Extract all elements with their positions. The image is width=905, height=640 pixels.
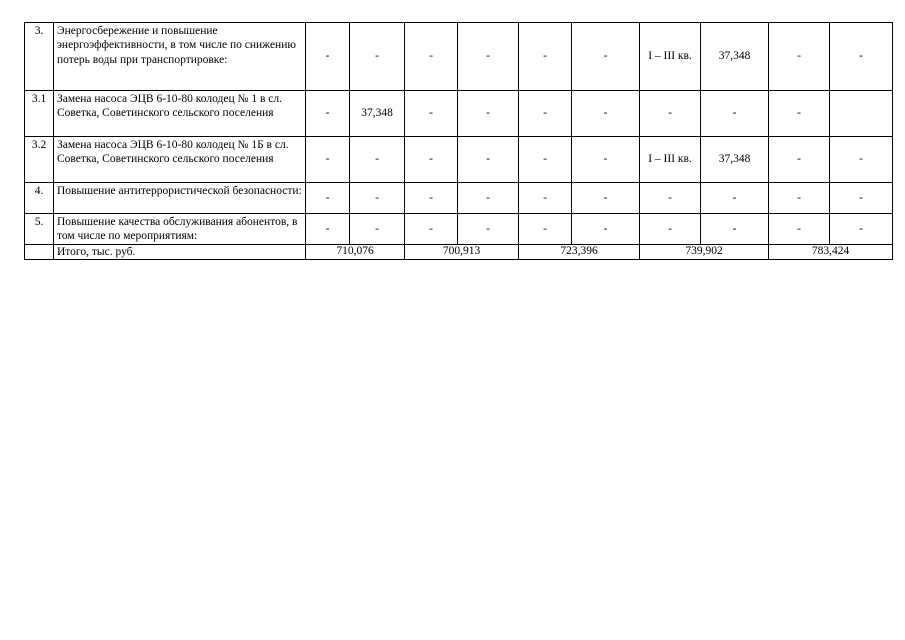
total-row [25, 245, 893, 260]
value-cell: 37,348 [701, 23, 769, 91]
value-cell: I – III кв. [640, 137, 701, 183]
value-cell: - [350, 137, 405, 183]
value-cell: I – III кв. [640, 23, 701, 91]
value-cell: - [701, 214, 769, 245]
table-row [25, 137, 893, 183]
value-cell: - [830, 137, 893, 183]
value-cell: - [306, 137, 350, 183]
value-cell: - [572, 91, 640, 137]
value-cell: - [350, 23, 405, 91]
value-cell: - [306, 91, 350, 137]
value-cell: - [572, 23, 640, 91]
value-cell: - [306, 214, 350, 245]
table-row [25, 23, 893, 91]
row-number: 3. [25, 23, 54, 91]
measure-name: Замена насоса ЭЦВ 6-10-80 колодец № 1Б в сл. Советка, Советинского сельского поселения [54, 137, 306, 183]
value-cell: - [640, 183, 701, 214]
value-cell: - [572, 214, 640, 245]
value-cell: - [350, 183, 405, 214]
value-cell: - [405, 183, 458, 214]
value-cell: - [769, 214, 830, 245]
value-cell: - [306, 23, 350, 91]
value-cell: - [306, 183, 350, 214]
value-cell: - [519, 137, 572, 183]
value-cell: - [701, 183, 769, 214]
value-cell: - [350, 214, 405, 245]
value-cell: - [830, 183, 893, 214]
measure-name: Повышение качества обслуживания абонентов, в том числе по мероприятиям: [54, 214, 306, 245]
value-cell [830, 91, 893, 137]
value-cell: - [640, 91, 701, 137]
row-number: 5. [25, 214, 54, 245]
total-value: 700,913 [405, 245, 519, 260]
value-cell: - [458, 183, 519, 214]
value-cell: - [769, 23, 830, 91]
total-value: 723,396 [519, 245, 640, 260]
value-cell: - [519, 214, 572, 245]
value-cell: - [701, 91, 769, 137]
value-cell: - [769, 137, 830, 183]
value-cell: - [458, 23, 519, 91]
value-cell: 37,348 [350, 91, 405, 137]
value-cell: - [458, 91, 519, 137]
value-cell: - [405, 23, 458, 91]
value-cell: - [830, 23, 893, 91]
value-cell: - [458, 137, 519, 183]
value-cell: - [572, 137, 640, 183]
total-value: 739,902 [640, 245, 769, 260]
total-value: 710,076 [306, 245, 405, 260]
measure-name: Повышение антитеррористической безопасности: [54, 183, 306, 214]
table-body [25, 23, 893, 260]
table-row [25, 91, 893, 137]
measure-name: Энергосбережение и повышение энергоэффективности, в том числе по снижению потерь воды при транспортировке: [54, 23, 306, 91]
value-cell: - [519, 23, 572, 91]
value-cell: - [769, 91, 830, 137]
value-cell: - [640, 214, 701, 245]
value-cell: - [405, 214, 458, 245]
row-number: 3.1 [25, 91, 54, 137]
value-cell: - [572, 183, 640, 214]
row-number: 4. [25, 183, 54, 214]
total-value: 783,424 [769, 245, 893, 260]
table-row [25, 214, 893, 245]
row-number: 3.2 [25, 137, 54, 183]
total-label: Итого, тыс. руб. [54, 245, 306, 260]
value-cell: - [458, 214, 519, 245]
value-cell: - [405, 91, 458, 137]
value-cell: - [519, 91, 572, 137]
table-row [25, 183, 893, 214]
value-cell: - [519, 183, 572, 214]
measure-name: Замена насоса ЭЦВ 6-10-80 колодец № 1 в сл. Советка, Советинского сельского поселения [54, 91, 306, 137]
value-cell: - [405, 137, 458, 183]
total-number-cell [25, 245, 54, 260]
value-cell: - [769, 183, 830, 214]
value-cell: - [830, 214, 893, 245]
value-cell: 37,348 [701, 137, 769, 183]
investment-plan-table [24, 22, 893, 260]
